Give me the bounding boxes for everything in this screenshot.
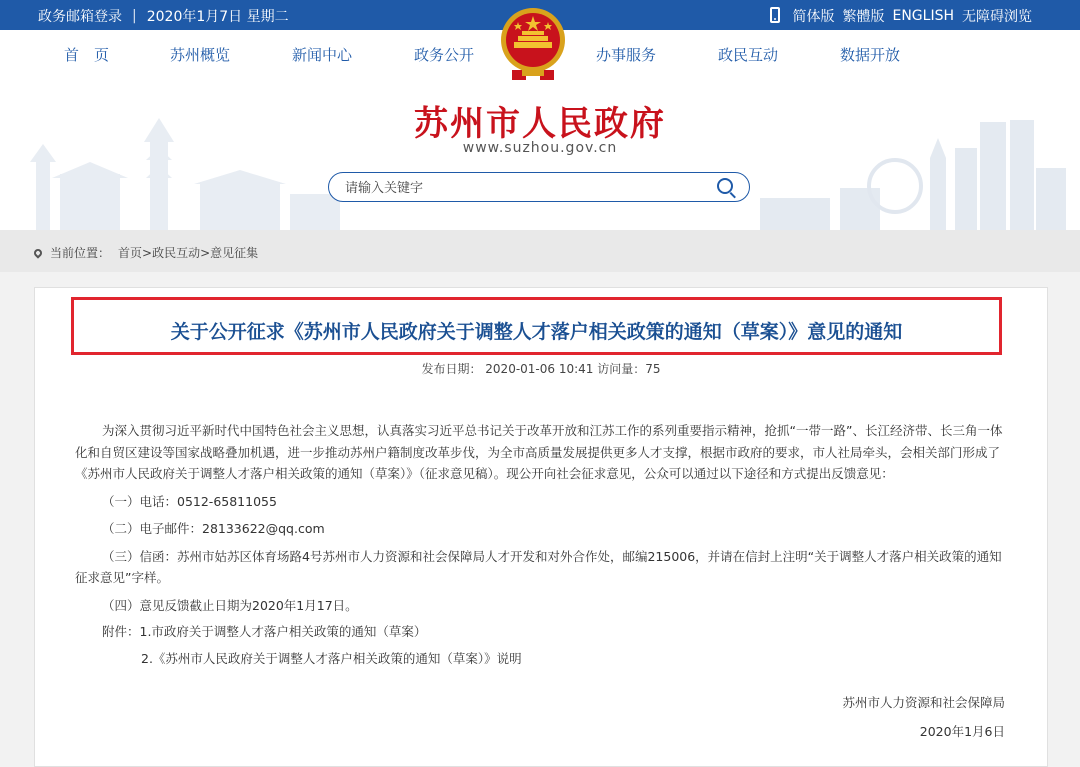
topbar-separator: | bbox=[132, 8, 137, 24]
site-header bbox=[0, 78, 1080, 230]
attachment-1[interactable]: 附件：1.市政府关于调整人才落户相关政策的通知（草案） bbox=[102, 624, 427, 639]
nav-item-services[interactable]: 办事服务 bbox=[596, 46, 657, 64]
location-pin-icon bbox=[32, 247, 43, 258]
nav-item-news[interactable]: 新闻中心 bbox=[292, 46, 353, 64]
title-highlight-box bbox=[71, 297, 1002, 355]
breadcrumb-path[interactable]: 首页>政民互动>意见征集 bbox=[118, 246, 259, 260]
search-box bbox=[328, 172, 750, 202]
breadcrumb bbox=[34, 244, 258, 261]
mail-login-link[interactable]: 政务邮箱登录 bbox=[38, 9, 122, 25]
breadcrumb-label: 当前位置： bbox=[50, 246, 111, 260]
nav-item-open-data[interactable]: 数据开放 bbox=[840, 46, 901, 64]
breadcrumb-bar bbox=[0, 230, 1080, 272]
attachment-2[interactable]: 2.《苏州市人民政府关于调整人才落户相关政策的通知（草案）》说明 bbox=[141, 650, 522, 666]
article-intro: 为深入贯彻习近平新时代中国特色社会主义思想，认真落实习近平总书记关于改革开放和江苏工作的系列重要指示精神，抢抓“一带一路”、长江经济带、长三角一体化和自贸区建设等国家战略叠加机遇，进一步推动苏州户籍制度改革步伐，为全市高质量发展提供更多人才支撑，根据市政府的要求，市人社局牵头，会相关部门形成了《苏州市人民政府关于调整人才落户相关政策的通知（草案）》（征求意见稿）。现公开向社会征求意见，公众可以通过以下途径和方式提出反馈意见： bbox=[75, 423, 1003, 481]
nav-item-interaction[interactable]: 政民互动 bbox=[718, 46, 779, 64]
nav-item-overview[interactable]: 苏州概览 bbox=[170, 46, 231, 64]
current-date: 2020年1月7日 星期二 bbox=[146, 9, 289, 25]
site-title: 苏州市人民政府 bbox=[414, 104, 666, 144]
accessibility-link[interactable]: 无障碍浏览 bbox=[962, 9, 1032, 25]
issue-date: 2020年1月6日 bbox=[919, 724, 1005, 739]
issuer: 苏州市人力资源和社会保障局 bbox=[842, 695, 1005, 710]
nav-item-gov-affairs[interactable]: 政务公开 bbox=[414, 46, 475, 64]
national-emblem-icon bbox=[498, 6, 568, 84]
article-meta: 发布日期： 2020-01-06 10:41 访问量：75 bbox=[421, 362, 661, 376]
article-title: 关于公开征求《苏州市人民政府关于调整人才落户相关政策的通知（草案）》意见的通知 bbox=[170, 321, 903, 343]
article-body bbox=[75, 420, 1010, 669]
mobile-phone-icon[interactable] bbox=[770, 7, 780, 23]
nav-item-home[interactable]: 首 页 bbox=[64, 46, 110, 64]
search-icon[interactable] bbox=[717, 178, 733, 194]
contact-letter: （三）信函：苏州市姑苏区体育场路4号苏州市人力资源和社会保障局人才开发和对外合作处，邮编215006，并请在信封上注明“关于调整人才落户相关政策的通知征求意见”字样。 bbox=[75, 548, 1002, 585]
lang-simplified-link[interactable]: 简体版 bbox=[792, 9, 835, 25]
contact-email: （二）电子邮件：28133622@qq.com bbox=[102, 521, 325, 536]
lang-english-link[interactable]: ENGLISH bbox=[892, 8, 954, 24]
contact-phone: （一）电话：0512-65811055 bbox=[102, 493, 277, 509]
deadline: （四）意见反馈截止日期为2020年1月17日。 bbox=[102, 597, 358, 613]
lang-traditional-link[interactable]: 繁體版 bbox=[842, 9, 885, 25]
site-url: www.suzhou.gov.cn bbox=[462, 140, 618, 156]
article-panel bbox=[34, 287, 1048, 767]
search-input[interactable] bbox=[343, 178, 707, 198]
